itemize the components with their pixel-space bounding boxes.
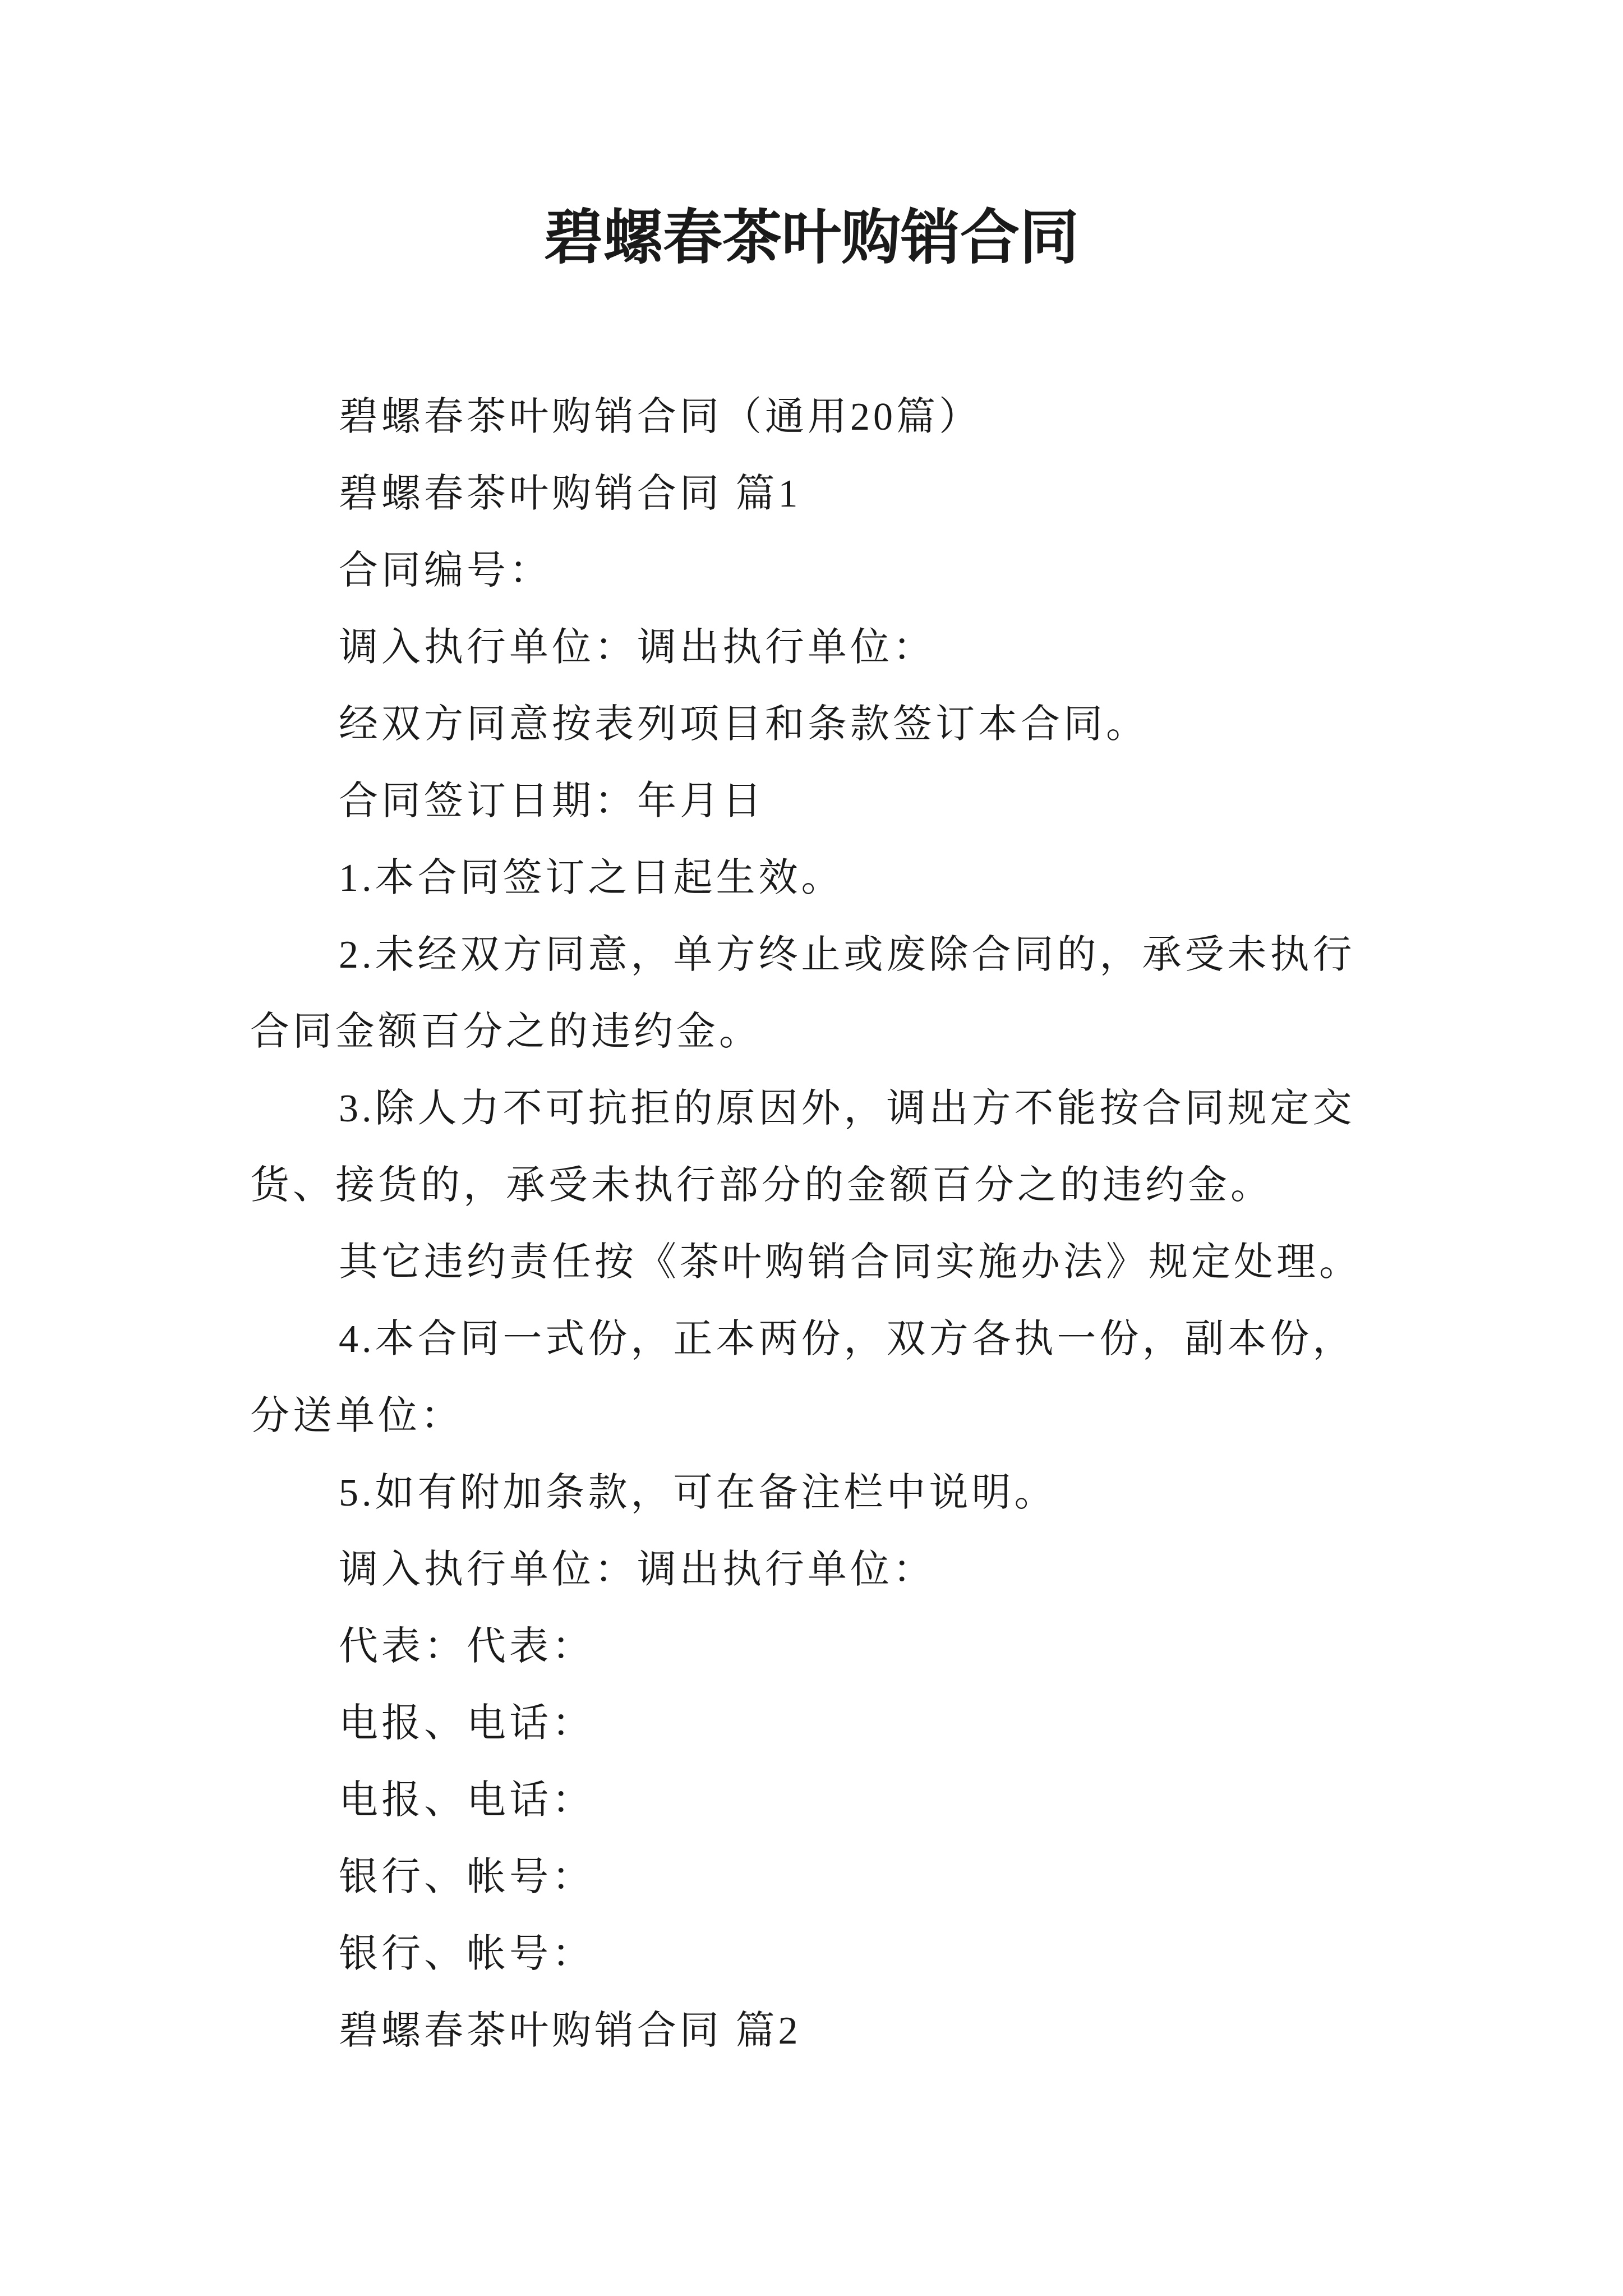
bank-account-line: 银行、帐号：	[339, 1932, 594, 1976]
agreement-statement: 经双方同意按表列项目和条款签订本合同。	[339, 703, 1149, 746]
representative-line: 代表：代表：	[339, 1625, 594, 1668]
clause-3-note: 其它违约责任按《茶叶购销合同实施办法》规定处理。	[339, 1241, 1362, 1284]
clause-5: 5.如有附加条款，可在备注栏中说明。	[339, 1471, 1057, 1515]
clause-2: 2.未经双方同意，单方终止或废除合同的，承受未执行合同金额百分之的违约金。	[250, 933, 1355, 1053]
document-body	[250, 379, 1380, 2069]
clause-3: 3.除人力不可抗拒的原因外，调出方不能按合同规定交货、接货的，承受未执行部分的金额百分之的违约金。	[250, 1087, 1355, 1207]
clause-4: 4.本合同一式份，正本两份，双方各执一份，副本份，分送单位：	[250, 1318, 1355, 1438]
document-title: 碧螺春茶叶购销合同	[544, 205, 1079, 271]
party-units-line: 调入执行单位：调出执行单位：	[339, 626, 935, 669]
signature-units-line: 调入执行单位：调出执行单位：	[339, 1548, 935, 1591]
clause-1: 1.本合同签订之日起生效。	[339, 857, 844, 900]
collection-subtitle: 碧螺春茶叶购销合同（通用20篇）	[339, 395, 981, 439]
telegram-phone-line: 电报、电话：	[339, 1702, 594, 1745]
section-heading-2: 碧螺春茶叶购销合同 篇2	[339, 2009, 801, 2053]
telegram-phone-line: 电报、电话：	[339, 1779, 594, 1822]
section-heading-1: 碧螺春茶叶购销合同 篇1	[339, 472, 801, 516]
contract-number-line: 合同编号：	[339, 549, 552, 592]
signing-date-line: 合同签订日期：年月日	[339, 780, 765, 823]
bank-account-line: 银行、帐号：	[339, 1856, 594, 1899]
